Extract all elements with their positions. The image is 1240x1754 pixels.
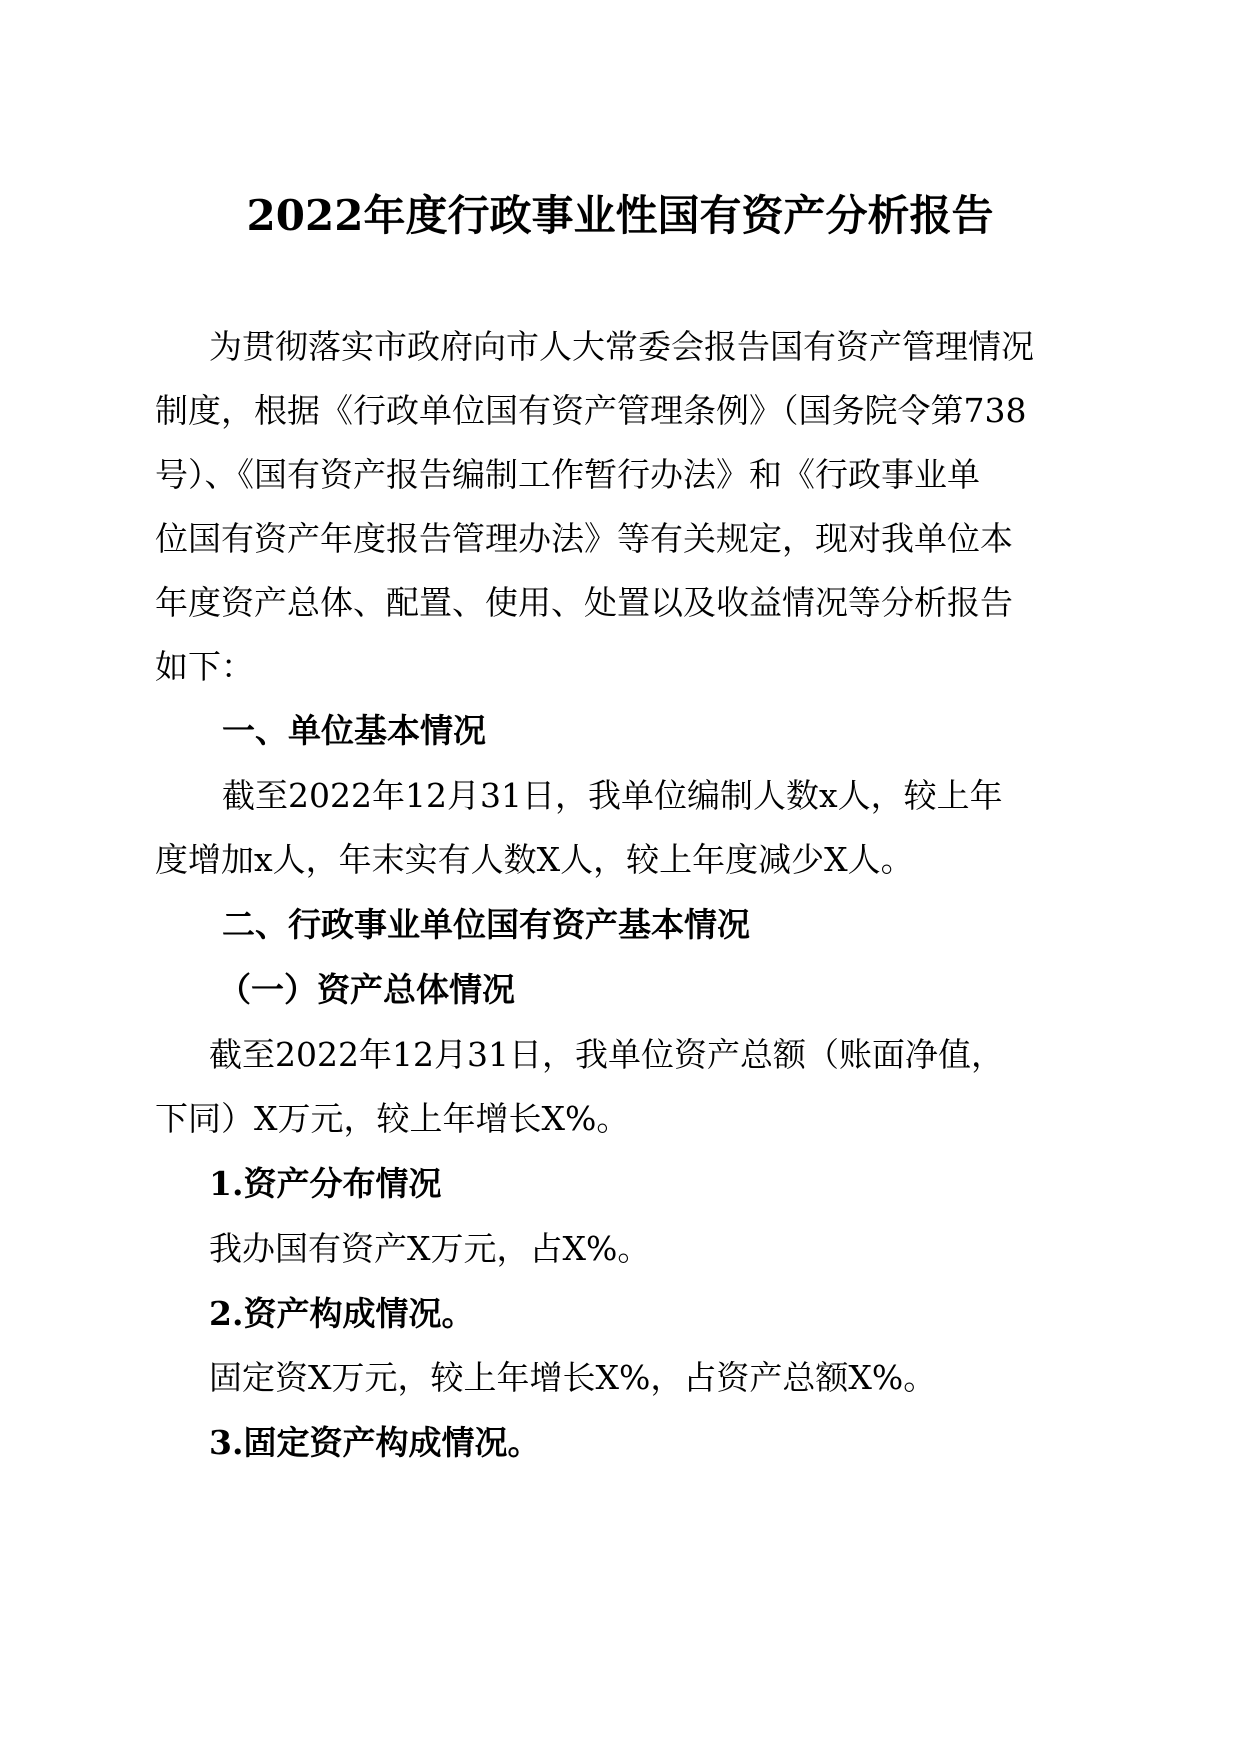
intro-line-2: 制度，根据《行政单位国有资产管理条例》（国务院令第738 [155,391,1027,430]
document-title: 2022年度行政事业性国有资产分析报告 [246,191,994,240]
item2-heading: 2.资产构成情况。 [209,1294,475,1333]
intro-line-6: 如下： [155,647,254,686]
subsection1-heading: （一）资产总体情况 [218,970,515,1009]
intro-line-4: 位国有资产年度报告管理办法》等有关规定，现对我单位本 [155,519,1013,558]
item2-text: 固定资X万元，较上年增长X%，占资产总额X%。 [209,1358,937,1397]
subsection1-line-1: 截至2022年12月31日，我单位资产总额（账面净值， [209,1035,1004,1074]
section1-line-2: 度增加x人，年末实有人数X人，较上年度减少X人。 [155,840,914,879]
section1-heading: 一、单位基本情况 [222,711,486,750]
section2-heading: 二、行政事业单位国有资产基本情况 [222,905,750,944]
intro-line-3: 号）、《国有资产报告编制工作暂行办法》和《行政事业单 [155,455,980,494]
intro-line-1: 为贯彻落实市政府向市人大常委会报告国有资产管理情况 [209,327,1034,366]
item3-heading: 3.固定资产构成情况。 [209,1423,541,1462]
subsection1-line-2: 下同）X万元，较上年增长X%。 [155,1099,630,1138]
item1-text: 我办国有资产X万元，占X%。 [209,1229,651,1268]
item1-heading: 1.资产分布情况 [209,1164,442,1203]
intro-line-5: 年度资产总体、配置、使用、处置以及收益情况等分析报告 [155,583,1013,622]
section1-line-1: 截至2022年12月31日，我单位编制人数x人，较上年 [222,776,1003,815]
